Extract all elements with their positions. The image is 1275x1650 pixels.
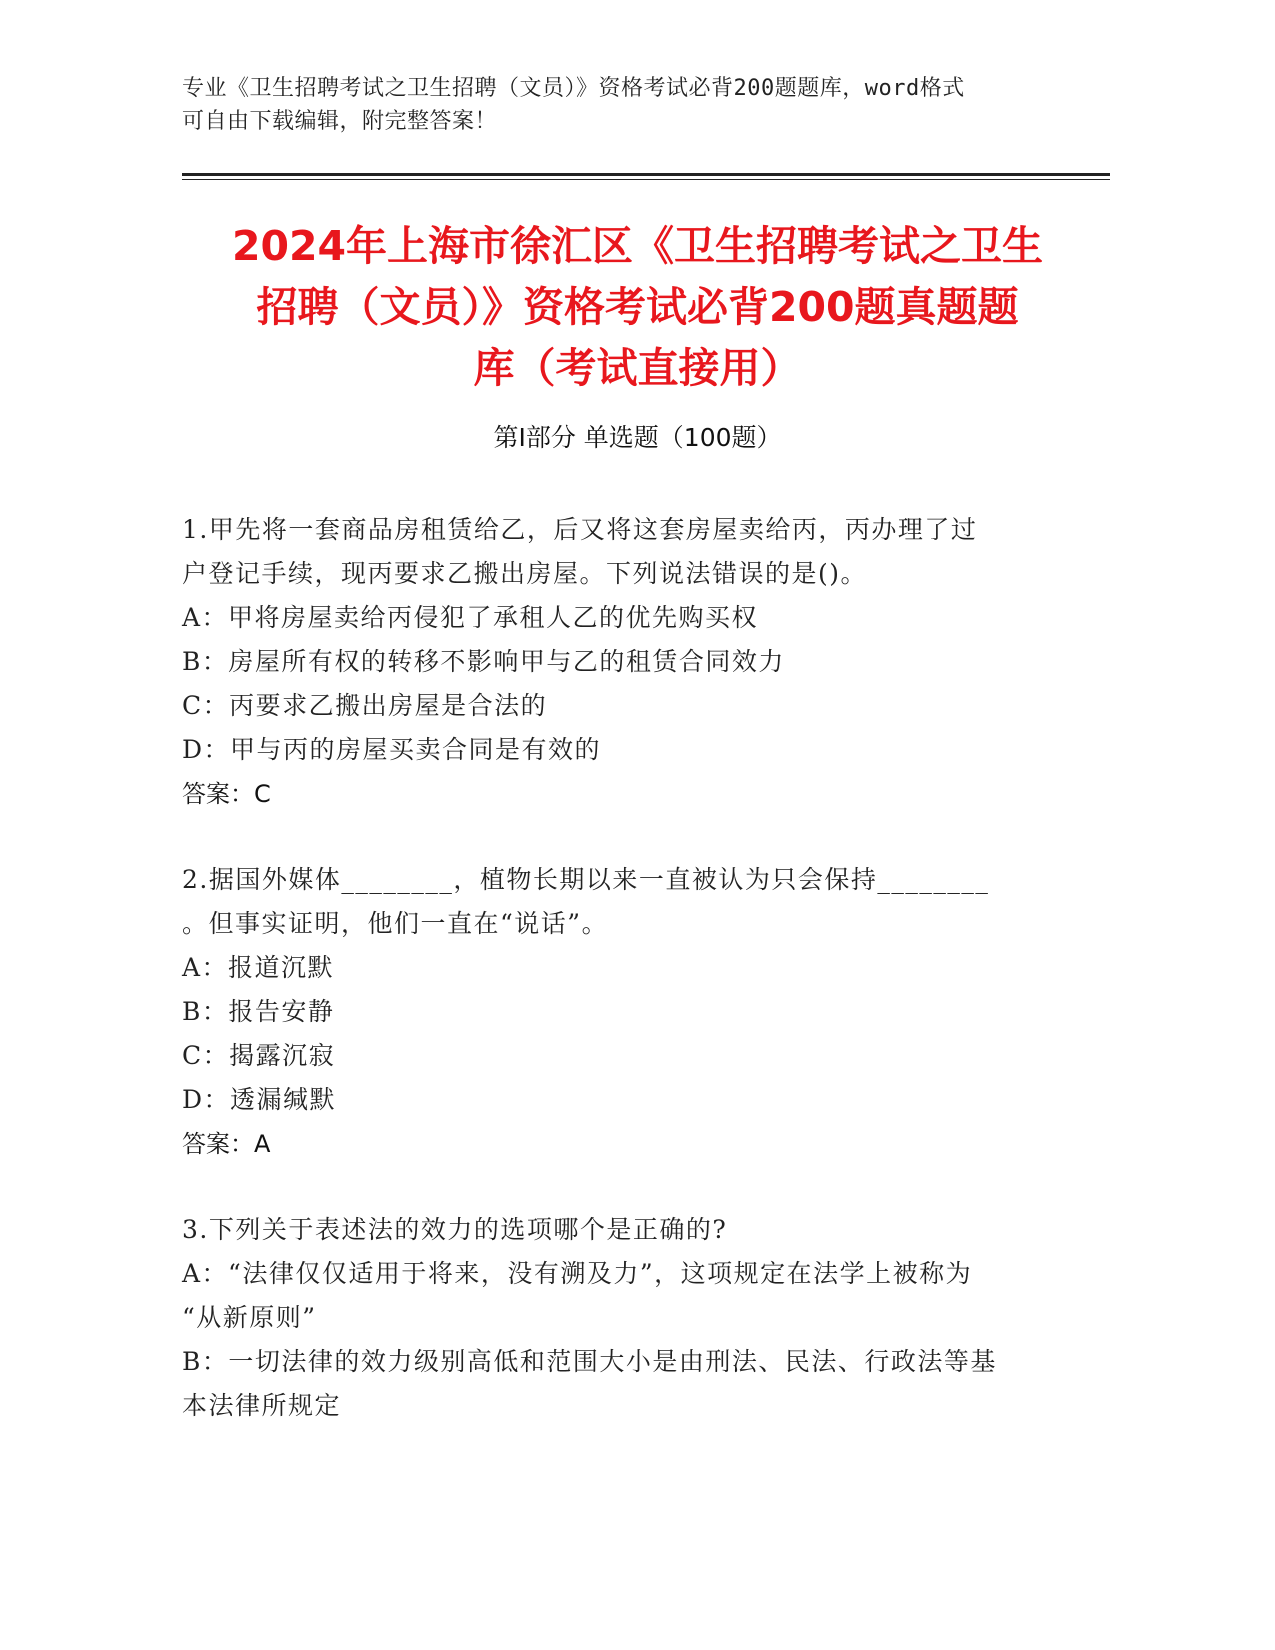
title-line: 2024年上海市徐汇区《卫生招聘考试之卫生 (231, 222, 1044, 270)
document-title (150, 216, 1125, 399)
question-stem: 1.甲先将一套商品房租赁给乙，后又将这套房屋卖给丙，丙办理了过 (182, 515, 978, 544)
option-b: B：报告安静 (182, 997, 335, 1026)
question-3 (182, 1208, 1082, 1428)
header-note-line: 专业《卫生招聘考试之卫生招聘（文员）》资格考试必背200题题库，word格式 (182, 76, 965, 101)
question-2 (182, 858, 1082, 1166)
option-a: A：报道沉默 (182, 953, 335, 982)
section-heading: 第Ⅰ部分 单选题（100题） (493, 423, 782, 452)
option-b-continued: 本法律所规定 (182, 1391, 342, 1420)
option-c: C：丙要求乙搬出房屋是合法的 (182, 691, 548, 720)
option-d: D：透漏缄默 (182, 1085, 337, 1114)
question-stem: 户登记手续，现丙要求乙搬出房屋。下列说法错误的是()。 (182, 559, 868, 588)
title-line: 招聘（文员）》资格考试必背200题真题题 (256, 283, 1019, 331)
question-spacer (182, 1166, 1082, 1208)
header-note (182, 72, 1062, 138)
question-stem: 3.下列关于表述法的效力的选项哪个是正确的? (182, 1215, 728, 1244)
answer: 答案：C (182, 780, 271, 808)
option-c: C：揭露沉寂 (182, 1041, 336, 1070)
question-1 (182, 508, 1082, 816)
option-b: B：房屋所有权的转移不影响甲与乙的租赁合同效力 (182, 647, 785, 676)
question-list (182, 508, 1082, 1428)
question-stem: 。但事实证明，他们一直在“说话”。 (182, 909, 609, 938)
option-a: A：甲将房屋卖给丙侵犯了承租人乙的优先购买权 (182, 603, 759, 632)
answer: 答案：A (182, 1130, 271, 1158)
option-a: A：“法律仅仅适用于将来，没有溯及力”，这项规定在法学上被称为 (182, 1259, 973, 1288)
option-b: B：一切法律的效力级别高低和范围大小是由刑法、民法、行政法等基 (182, 1347, 997, 1376)
question-spacer (182, 816, 1082, 858)
header-divider (182, 173, 1110, 176)
option-a-continued: “从新原则” (182, 1303, 317, 1332)
question-stem: 2.据国外媒体________，植物长期以来一直被认为只会保持________ (182, 865, 990, 894)
title-line: 库（考试直接用） (473, 344, 802, 392)
option-d: D：甲与丙的房屋买卖合同是有效的 (182, 735, 602, 764)
header-note-line: 可自由下载编辑，附完整答案！ (182, 109, 498, 134)
header-divider (182, 179, 1110, 180)
